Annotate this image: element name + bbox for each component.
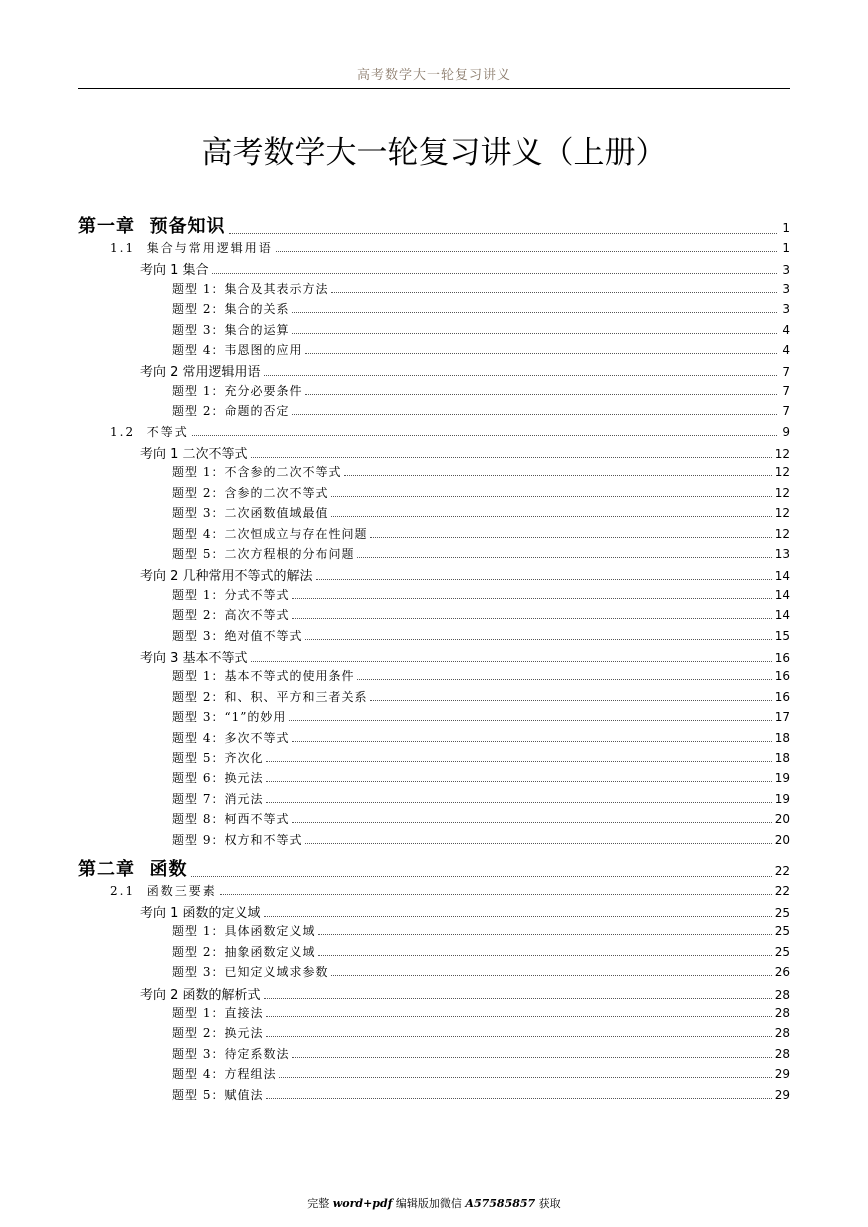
- toc-dot-leader: [292, 1056, 771, 1058]
- toc-item[interactable]: [172, 484, 790, 501]
- toc-item[interactable]: [172, 1024, 790, 1041]
- toc-dot-leader: [305, 393, 777, 395]
- toc-dot-leader: [357, 678, 771, 680]
- toc-entry-title: 考向 2 函数的解析式: [140, 987, 261, 1003]
- toc-dot-leader: [229, 232, 777, 234]
- toc-item[interactable]: [172, 708, 790, 725]
- toc-entry-title: 题型 2：和、积、平方和三者关系: [172, 689, 368, 704]
- toc-page-number: 4: [782, 322, 790, 337]
- toc-dot-leader: [292, 740, 771, 742]
- toc-dot-leader: [192, 434, 777, 436]
- toc-item[interactable]: [172, 463, 790, 480]
- toc-entry-title: 考向 1 集合: [140, 263, 209, 279]
- toc-entry-title: 1.1 集合与常用逻辑用语: [110, 241, 273, 255]
- toc-page-number: 12: [774, 506, 790, 521]
- toc-item[interactable]: [172, 300, 790, 317]
- toc-item[interactable]: [172, 606, 790, 623]
- toc-page-number: 14: [774, 569, 790, 584]
- toc-entry-title: 题型 6：换元法: [172, 771, 264, 786]
- toc-page-number: 15: [774, 628, 790, 643]
- toc-item[interactable]: [172, 586, 790, 603]
- toc-dot-leader: [292, 413, 777, 415]
- toc-entry-title: 题型 5：二次方程根的分布问题: [172, 547, 355, 561]
- toc-page-number: 13: [774, 547, 790, 561]
- toc-page-number: 25: [774, 944, 790, 959]
- toc-entry-title: 考向 2 常用逻辑用语: [140, 365, 261, 381]
- toc-entry-title: 题型 3：集合的运算: [172, 322, 290, 337]
- toc-page-number: 20: [774, 832, 790, 847]
- footer-text-3: 获取: [535, 1197, 561, 1210]
- document-title: 高考数学大一轮复习讲义（上册）: [201, 135, 667, 171]
- toc-page-number: 22: [774, 863, 790, 878]
- footer-text-1: 完整: [307, 1197, 333, 1210]
- toc-entry-title: 题型 5：赋值法: [172, 1087, 264, 1102]
- toc-item[interactable]: [172, 382, 790, 399]
- toc-dot-leader: [292, 311, 777, 313]
- toc-page-number: 16: [774, 689, 790, 704]
- footer-contact: A57585857: [465, 1197, 536, 1210]
- toc-dot-leader: [251, 660, 772, 662]
- toc-page-number: 12: [774, 465, 790, 480]
- toc-entry-title: 2.1 函数三要素: [110, 883, 217, 898]
- toc-page-number: 9: [782, 424, 790, 439]
- running-header: [78, 64, 790, 89]
- toc-page-number: 4: [782, 343, 790, 357]
- toc-entry-title: 题型 2：命题的否定: [172, 404, 290, 419]
- toc-entry-title: 考向 1 函数的定义域: [140, 906, 261, 921]
- toc-dot-leader: [191, 875, 772, 877]
- toc-page-number: 26: [774, 965, 790, 980]
- toc-page-number: 14: [774, 608, 790, 623]
- toc-page-number: 7: [782, 365, 790, 380]
- toc-entry-title: 题型 1：直接法: [172, 1006, 264, 1020]
- toc-entry-title: 题型 1：充分必要条件: [172, 383, 303, 398]
- toc-topic[interactable]: [140, 984, 790, 1003]
- toc-page-number: 19: [774, 771, 790, 786]
- toc-entry-title: 题型 1：集合及其表示方法: [172, 281, 329, 296]
- toc-dot-leader: [266, 801, 771, 803]
- toc-dot-leader: [266, 1097, 771, 1099]
- toc-dot-leader: [292, 332, 777, 334]
- toc-item[interactable]: [172, 402, 790, 419]
- toc-section[interactable]: [110, 239, 790, 256]
- toc-page-number: 3: [782, 302, 790, 317]
- toc-item[interactable]: [172, 1045, 790, 1062]
- footer-text-2: 编辑版加微信: [392, 1197, 466, 1210]
- toc-dot-leader: [276, 250, 777, 252]
- toc-item[interactable]: [172, 769, 790, 786]
- toc-dot-leader: [264, 374, 777, 376]
- toc-section[interactable]: [110, 423, 790, 440]
- toc-item[interactable]: [172, 688, 790, 705]
- toc-entry-title: 1.2 不等式: [110, 424, 189, 439]
- toc-item[interactable]: [172, 729, 790, 746]
- toc-page-number: 25: [774, 924, 790, 939]
- toc-entry-title: 题型 1：分式不等式: [172, 587, 290, 602]
- toc-entry-title: 题型 3：待定系数法: [172, 1046, 290, 1061]
- toc-page-number: 16: [774, 651, 790, 665]
- toc-entry-title: 题型 7：消元法: [172, 791, 264, 806]
- toc-item[interactable]: [172, 667, 790, 684]
- toc-entry-title: 题型 5：齐次化: [172, 751, 264, 765]
- toc-dot-leader: [266, 1015, 771, 1017]
- toc-dot-leader: [289, 719, 771, 721]
- toc-dot-leader: [266, 780, 771, 782]
- toc-dot-leader: [266, 1035, 771, 1037]
- toc-topic[interactable]: [140, 443, 790, 462]
- toc-page-number: 7: [782, 404, 790, 419]
- toc-entry-title: 题型 4：方程组法: [172, 1067, 277, 1082]
- toc-chapter[interactable]: [78, 855, 790, 881]
- toc-item[interactable]: [172, 749, 790, 766]
- toc-dot-leader: [318, 933, 771, 935]
- toc-dot-leader: [305, 638, 771, 640]
- toc-entry-title: 题型 3：已知定义域求参数: [172, 965, 329, 980]
- toc-item[interactable]: [172, 1065, 790, 1082]
- toc-entry-title: 考向 2 几种常用不等式的解法: [140, 569, 313, 585]
- toc-page-number: 20: [774, 812, 790, 827]
- toc-topic[interactable]: [140, 565, 790, 584]
- toc-entry-title: 题型 8：柯西不等式: [172, 812, 290, 827]
- toc-page-number: 1: [782, 241, 790, 255]
- toc-item[interactable]: [172, 341, 790, 358]
- toc-page-number: 3: [782, 281, 790, 296]
- toc-dot-leader: [370, 699, 771, 701]
- toc-page-number: 16: [774, 669, 790, 684]
- toc-dot-leader: [264, 997, 772, 999]
- toc-item[interactable]: [172, 280, 790, 297]
- footer-note: [0, 1195, 868, 1211]
- toc-entry-title: 题型 3：二次函数值域最值: [172, 506, 329, 521]
- toc-dot-leader: [318, 954, 771, 956]
- toc-entry-title: 第二章 函数: [78, 858, 188, 880]
- toc-dot-leader: [370, 536, 771, 538]
- toc-dot-leader: [292, 617, 771, 619]
- toc-chapter[interactable]: [78, 212, 790, 238]
- toc-dot-leader: [279, 1076, 771, 1078]
- toc-entry-title: 题型 1：不含参的二次不等式: [172, 465, 342, 480]
- toc-item[interactable]: [172, 1004, 790, 1021]
- toc-entry-title: 题型 2：抽象函数定义域: [172, 944, 316, 959]
- toc-item[interactable]: [172, 922, 790, 939]
- toc-entry-title: 题型 1：基本不等式的使用条件: [172, 669, 355, 684]
- toc-dot-leader: [305, 352, 777, 354]
- toc-entry-title: 考向 3 基本不等式: [140, 651, 248, 666]
- toc-page-number: 7: [782, 383, 790, 398]
- toc-page-number: 29: [774, 1067, 790, 1082]
- toc-page-number: 25: [774, 906, 790, 920]
- running-header-text: 高考数学大一轮复习讲义: [356, 68, 511, 83]
- toc-entry-title: 题型 1：具体函数定义域: [172, 924, 316, 939]
- toc-item[interactable]: [172, 963, 790, 980]
- toc-dot-leader: [331, 515, 771, 517]
- toc-page-number: 29: [774, 1087, 790, 1102]
- toc-dot-leader: [331, 291, 777, 293]
- toc-entry-title: 题型 2：换元法: [172, 1026, 264, 1041]
- toc-item[interactable]: [172, 525, 790, 542]
- toc-entry-title: 题型 2：集合的关系: [172, 302, 290, 317]
- toc-entry-title: 题型 3：绝对值不等式: [172, 628, 303, 643]
- toc-item[interactable]: [172, 1086, 790, 1103]
- toc-page-number: 12: [774, 485, 790, 500]
- toc-dot-leader: [251, 456, 772, 458]
- toc-dot-leader: [316, 578, 772, 580]
- toc-section[interactable]: [110, 882, 790, 899]
- toc-page-number: 22: [774, 883, 790, 898]
- toc-entry-title: 第一章 预备知识: [78, 216, 226, 237]
- toc-item[interactable]: [172, 790, 790, 807]
- toc-entry-title: 考向 1 二次不等式: [140, 447, 248, 462]
- toc-entry-title: 题型 2：高次不等式: [172, 608, 290, 623]
- toc-page-number: 28: [774, 1046, 790, 1061]
- toc-dot-leader: [266, 760, 771, 762]
- toc-page-number: 28: [774, 987, 790, 1002]
- toc-dot-leader: [292, 597, 771, 599]
- toc-page-number: 18: [774, 730, 790, 745]
- toc-page-number: 12: [774, 447, 790, 461]
- toc-dot-leader: [305, 842, 771, 844]
- toc-entry-title: 题型 4：韦恩图的应用: [172, 343, 303, 357]
- toc-dot-leader: [292, 821, 771, 823]
- toc-entry-title: 题型 4：二次恒成立与存在性问题: [172, 526, 368, 541]
- toc-item[interactable]: [172, 545, 790, 562]
- toc-topic[interactable]: [140, 647, 790, 666]
- toc-dot-leader: [264, 915, 772, 917]
- toc-item[interactable]: [172, 627, 790, 644]
- toc-topic[interactable]: [140, 902, 790, 921]
- toc-dot-leader: [357, 556, 771, 558]
- toc-page-number: 3: [782, 263, 790, 278]
- toc-entry-title: 题型 3：“1”的妙用: [172, 710, 287, 725]
- toc-page-number: 28: [774, 1006, 790, 1020]
- toc-page-number: 18: [774, 751, 790, 765]
- toc-dot-leader: [331, 974, 771, 976]
- toc-topic[interactable]: [140, 259, 790, 278]
- toc-page-number: 1: [782, 221, 790, 235]
- toc-item[interactable]: [172, 831, 790, 848]
- toc-dot-leader: [344, 474, 771, 476]
- toc-dot-leader: [220, 893, 772, 895]
- toc-item[interactable]: [172, 810, 790, 827]
- toc-page-number: 14: [774, 587, 790, 602]
- toc-entry-title: 题型 4：多次不等式: [172, 730, 290, 745]
- toc-topic[interactable]: [140, 361, 790, 380]
- toc-dot-leader: [212, 272, 777, 274]
- toc-page-number: 12: [774, 526, 790, 541]
- toc-page-number: 17: [774, 710, 790, 725]
- toc-page-number: 19: [774, 791, 790, 806]
- toc-page-number: 28: [774, 1026, 790, 1041]
- toc-entry-title: 题型 2：含参的二次不等式: [172, 485, 329, 500]
- toc-item[interactable]: [172, 321, 790, 338]
- footer-format: word+pdf: [332, 1197, 393, 1210]
- toc-dot-leader: [331, 495, 771, 497]
- toc-item[interactable]: [172, 943, 790, 960]
- toc-entry-title: 题型 9：权方和不等式: [172, 832, 303, 847]
- toc-item[interactable]: [172, 504, 790, 521]
